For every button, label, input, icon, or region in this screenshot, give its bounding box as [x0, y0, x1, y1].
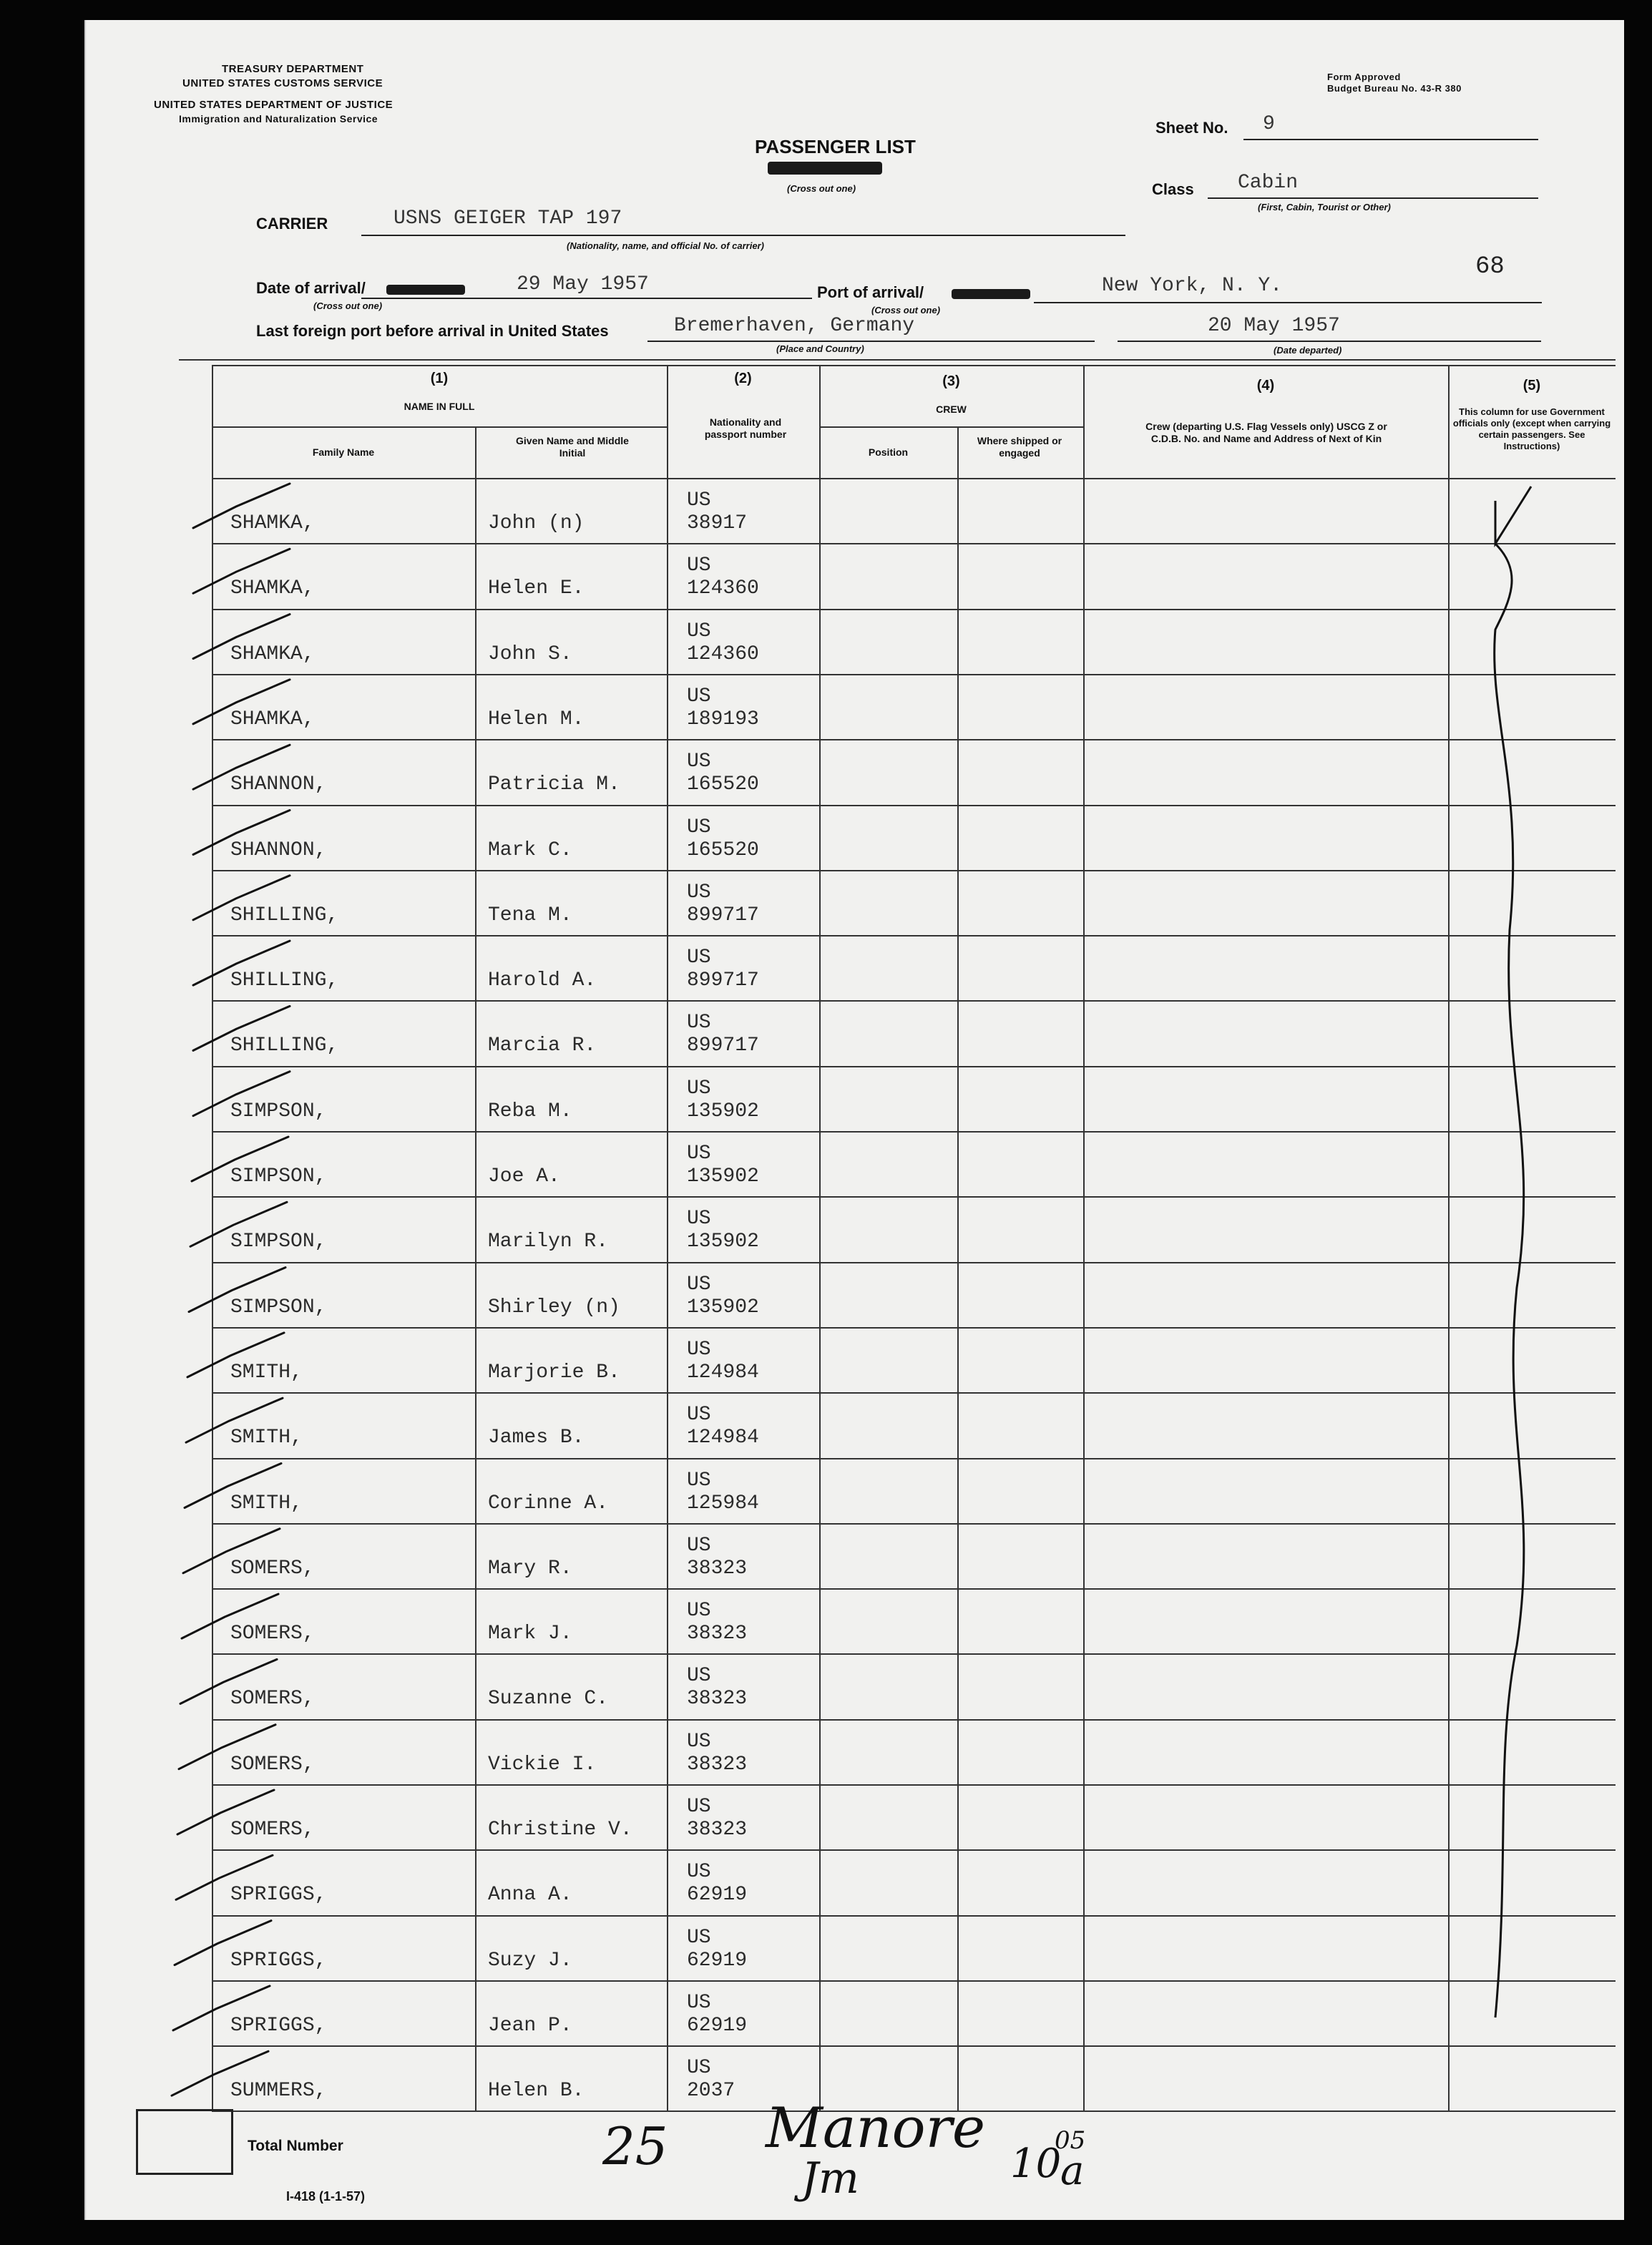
family-name: SIMPSON, — [230, 1165, 327, 1188]
check-mark — [193, 484, 290, 528]
date-arrival-value: 29 May 1957 — [517, 273, 649, 295]
nationality: US — [687, 1273, 711, 1296]
passport-number: 899717 — [687, 969, 759, 992]
given-name: Marcia R. — [488, 1035, 597, 1057]
nationality: US — [687, 554, 711, 577]
nationality: US — [687, 1012, 711, 1035]
passport-number: 62919 — [687, 1884, 748, 1907]
last-port-label: Last foreign port before arrival in United States — [256, 322, 609, 340]
carrier-value: USNS GEIGER TAP 197 — [394, 207, 622, 230]
check-mark — [182, 1594, 278, 1638]
col5-number: (5) — [1523, 378, 1541, 393]
given-name: Shirley (n) — [488, 1296, 620, 1319]
class-value: Cabin — [1238, 172, 1299, 194]
nationality: US — [687, 1077, 711, 1100]
form-number: I-418 (1-1-57) — [286, 2189, 366, 2204]
margin-number: 68 — [1475, 253, 1505, 280]
date-arrival-label: Date of arrival/ — [256, 279, 366, 297]
given-name: Helen E. — [488, 577, 585, 600]
nationality: US — [687, 1143, 711, 1165]
passport-number: 135902 — [687, 1231, 759, 1253]
passport-number: 135902 — [687, 1165, 759, 1188]
nationality: US — [687, 1796, 711, 1818]
family-name: SPRIGGS, — [230, 1949, 327, 1972]
check-mark — [189, 1268, 285, 1312]
family-name: SHAMKA, — [230, 642, 315, 665]
col2-number: (2) — [734, 371, 752, 386]
passport-number: 38323 — [687, 1623, 748, 1645]
sheet-number: 9 — [1263, 113, 1275, 135]
date-departed-value: 20 May 1957 — [1208, 315, 1340, 337]
given-name: Mark J. — [488, 1623, 572, 1645]
passport-number: 124984 — [687, 1361, 759, 1384]
col1b-given-name: Given Name and Middle Initial — [516, 435, 629, 459]
nationality: US — [687, 947, 711, 969]
passport-number: 135902 — [687, 1100, 759, 1122]
family-name: SOMERS, — [230, 1819, 315, 1841]
check-mark — [186, 1398, 283, 1442]
budget-bureau: Budget Bureau No. 43-R 380 — [1327, 83, 1462, 94]
col4-number: (4) — [1256, 378, 1275, 393]
family-name: SHAMKA, — [230, 708, 315, 730]
check-mark — [173, 1986, 270, 2030]
family-name: SMITH, — [230, 1361, 303, 1384]
col2-title: Nationality and passport number — [704, 416, 787, 440]
cross-out-caption: (Cross out one) — [787, 183, 856, 194]
family-name: SHILLING, — [230, 1035, 339, 1057]
check-mark — [183, 1529, 280, 1573]
check-mark — [180, 1659, 277, 1703]
family-name: SOMERS, — [230, 1753, 315, 1776]
family-name: SHAMKA, — [230, 577, 315, 600]
given-name: John (n) — [488, 512, 585, 534]
passport-number: 124360 — [687, 642, 759, 665]
passport-number: 165520 — [687, 838, 759, 861]
check-mark — [193, 941, 290, 985]
check-mark — [172, 2051, 268, 2095]
passport-number: 2037 — [687, 2080, 735, 2103]
check-mark — [193, 680, 290, 724]
page-title: PASSENGER LIST — [755, 136, 916, 157]
family-name: SUMMERS, — [230, 2080, 327, 2103]
form-approved: Form Approved — [1327, 72, 1401, 82]
family-name: SHANNON, — [230, 838, 327, 861]
family-name: SMITH, — [230, 1427, 303, 1449]
handwritten-initials: Jm — [801, 2153, 859, 2204]
col4-title: Crew (departing U.S. Flag Vessels only) USCG Z or C.D.B. No. and Name and Address of Next of Kin — [1145, 421, 1387, 444]
nationality: US — [687, 1469, 711, 1492]
handwritten-total: 25 — [602, 2116, 668, 2176]
passport-number: 899717 — [687, 1035, 759, 1057]
given-name: Marilyn R. — [488, 1231, 609, 1253]
check-mark — [193, 1006, 290, 1050]
passport-number: 189193 — [687, 708, 759, 730]
passport-number: 38323 — [687, 1753, 748, 1776]
nationality: US — [687, 1991, 711, 2014]
class-label: Class — [1152, 180, 1194, 198]
family-name: SPRIGGS, — [230, 2014, 327, 2037]
col1-title: NAME IN FULL — [404, 401, 475, 412]
nationality: US — [687, 2057, 711, 2080]
passport-number: 135902 — [687, 1296, 759, 1319]
given-name: Harold A. — [488, 969, 597, 992]
check-mark — [185, 1464, 281, 1508]
given-name: James B. — [488, 1427, 585, 1449]
passport-number: 125984 — [687, 1492, 759, 1515]
col1-number: (1) — [430, 371, 449, 386]
check-mark — [193, 615, 290, 659]
nationality: US — [687, 1926, 711, 1949]
given-name: Corinne A. — [488, 1492, 609, 1515]
total-number-box — [136, 2109, 233, 2175]
sheet-label: Sheet No. — [1155, 119, 1228, 137]
passport-number: 38323 — [687, 1688, 748, 1711]
nationality: US — [687, 1600, 711, 1623]
family-name: SHILLING, — [230, 969, 339, 992]
nationality: US — [687, 1665, 711, 1688]
given-name: Marjorie B. — [488, 1361, 620, 1384]
passport-number: 62919 — [687, 2014, 748, 2037]
passport-number: 62919 — [687, 1949, 748, 1972]
dept-justice: UNITED STATES DEPARTMENT OF JUSTICE — [154, 99, 394, 111]
dept-customs: UNITED STATES CUSTOMS SERVICE — [182, 77, 383, 89]
given-name: Anna A. — [488, 1884, 572, 1907]
check-mark — [190, 1202, 287, 1246]
col1a-family-name: Family Name — [312, 446, 375, 458]
nationality: US — [687, 1338, 711, 1361]
family-name: SIMPSON, — [230, 1296, 327, 1319]
nationality: US — [687, 816, 711, 838]
check-mark — [193, 745, 290, 789]
passport-number: 38323 — [687, 1557, 748, 1580]
handwritten-signature: Manore — [766, 2096, 986, 2161]
date-departed-caption: (Date departed) — [1274, 345, 1342, 356]
family-name: SHILLING, — [230, 904, 339, 926]
check-mark — [193, 549, 290, 593]
given-name: Suzanne C. — [488, 1688, 609, 1711]
nationality: US — [687, 1404, 711, 1427]
nationality: US — [687, 620, 711, 642]
given-name: John S. — [488, 642, 572, 665]
last-port-caption: (Place and Country) — [776, 343, 864, 354]
given-name: Helen B. — [488, 2080, 585, 2103]
check-mark — [192, 1137, 288, 1181]
given-name: Vickie I. — [488, 1753, 597, 1776]
class-caption: (First, Cabin, Tourist or Other) — [1258, 202, 1391, 212]
passport-number: 38917 — [687, 512, 748, 534]
family-name: SOMERS, — [230, 1623, 315, 1645]
passport-number: 38323 — [687, 1819, 748, 1841]
passport-number: 899717 — [687, 904, 759, 926]
col3-title: CREW — [936, 403, 967, 415]
check-mark — [176, 1855, 273, 1899]
given-name: Jean P. — [488, 2014, 572, 2037]
handwritten-time-suffix: a — [1060, 2148, 1085, 2194]
nationality: US — [687, 1534, 711, 1557]
nationality: US — [687, 881, 711, 904]
check-mark — [175, 1921, 271, 1965]
check-mark — [177, 1790, 274, 1834]
passport-number: 165520 — [687, 773, 759, 796]
family-name: SIMPSON, — [230, 1100, 327, 1122]
given-name: Helen M. — [488, 708, 585, 730]
check-mark — [193, 811, 290, 855]
given-name: Suzy J. — [488, 1949, 572, 1972]
given-name: Patricia M. — [488, 773, 620, 796]
dept-immigration: Immigration and Naturalization Service — [179, 113, 378, 124]
total-number-label: Total Number — [248, 2138, 343, 2154]
col3a-position: Position — [868, 446, 909, 458]
check-mark — [187, 1333, 284, 1377]
nationality: US — [687, 685, 711, 708]
col5-title: This column for use Government officials only (except when carrying certain passengers. See Instructions) — [1452, 406, 1611, 451]
nationality: US — [687, 1861, 711, 1884]
nationality: US — [687, 1730, 711, 1753]
port-arrival-label: Port of arrival/ — [817, 283, 924, 301]
family-name: SPRIGGS, — [230, 1884, 327, 1907]
check-mark — [193, 876, 290, 920]
passport-number: 124360 — [687, 577, 759, 600]
carrier-label: CARRIER — [256, 215, 328, 233]
family-name: SOMERS, — [230, 1688, 315, 1711]
col3-number: (3) — [942, 373, 960, 389]
dept-treasury: TREASURY DEPARTMENT — [222, 63, 364, 75]
passport-number: 124984 — [687, 1427, 759, 1449]
official-check-squiggle — [1495, 486, 1531, 2017]
check-mark — [193, 1072, 290, 1116]
given-name: Mark C. — [488, 838, 572, 861]
family-name: SIMPSON, — [230, 1231, 327, 1253]
handwritten-time-sup: 05 — [1055, 2126, 1086, 2155]
nationality: US — [687, 1208, 711, 1231]
family-name: SHANNON, — [230, 773, 327, 796]
last-port-value: Bremerhaven, Germany — [674, 315, 915, 337]
given-name: Christine V. — [488, 1819, 632, 1841]
port-caption: (Cross out one) — [871, 305, 941, 316]
port-arrival-value: New York, N. Y. — [1102, 275, 1283, 297]
given-name: Reba M. — [488, 1100, 572, 1122]
handwritten-time: 10 — [1010, 2141, 1062, 2187]
family-name: SOMERS, — [230, 1557, 315, 1580]
nationality: US — [687, 489, 711, 512]
given-name: Mary R. — [488, 1557, 572, 1580]
given-name: Joe A. — [488, 1165, 560, 1188]
family-name: SMITH, — [230, 1492, 303, 1515]
given-name: Tena M. — [488, 904, 572, 926]
col3b-shipped: Where shipped or engaged — [977, 435, 1062, 459]
family-name: SHAMKA, — [230, 512, 315, 534]
date-caption: (Cross out one) — [313, 300, 383, 311]
carrier-caption: (Nationality, name, and official No. of carrier) — [567, 240, 764, 251]
nationality: US — [687, 750, 711, 773]
check-mark — [179, 1725, 275, 1769]
